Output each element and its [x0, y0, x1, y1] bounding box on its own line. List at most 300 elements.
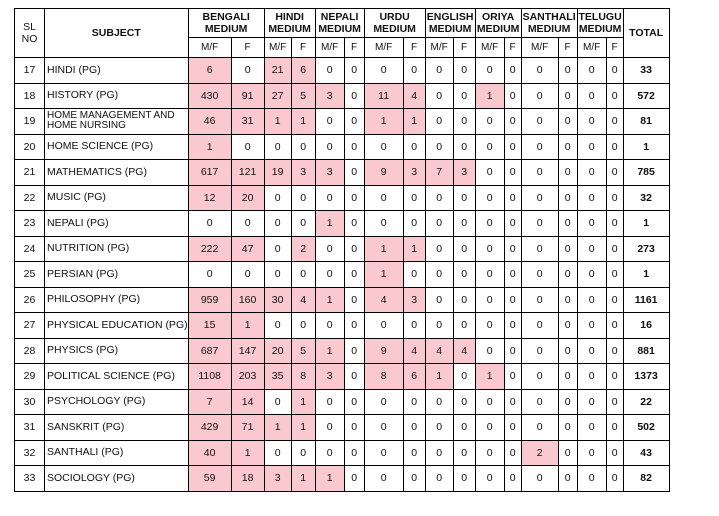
value-cell: 31 — [231, 109, 264, 135]
table-row — [15, 440, 670, 466]
value-cell: 0 — [264, 389, 291, 415]
value-cell: 0 — [364, 185, 403, 211]
header-santhali-medium: SANTHALI MEDIUM — [521, 9, 577, 38]
value-cell: 0 — [504, 364, 521, 390]
subject-cell: PERSIAN (PG) — [45, 262, 189, 288]
value-cell: 0 — [558, 287, 577, 313]
value-cell: 1 — [291, 415, 315, 441]
value-cell: 1 — [425, 364, 453, 390]
value-cell: 0 — [504, 440, 521, 466]
value-cell: 0 — [344, 262, 364, 288]
table-row — [15, 185, 670, 211]
value-cell: 21 — [264, 58, 291, 84]
total-cell: 1161 — [623, 287, 669, 313]
value-cell: 0 — [344, 160, 364, 186]
value-cell: 0 — [315, 109, 344, 135]
value-cell: 0 — [504, 389, 521, 415]
header-urdu-medium: URDU MEDIUM — [364, 9, 425, 38]
value-cell: 0 — [231, 134, 264, 160]
value-cell: 4 — [403, 83, 425, 109]
value-cell: 0 — [606, 83, 623, 109]
sl-no-cell: 29 — [15, 364, 45, 390]
value-cell: 0 — [425, 134, 453, 160]
value-cell: 0 — [504, 287, 521, 313]
value-cell: 0 — [521, 236, 558, 262]
header-mf-col: M/F — [475, 38, 504, 58]
value-cell: 0 — [364, 440, 403, 466]
value-cell: 46 — [188, 109, 231, 135]
value-cell: 91 — [231, 83, 264, 109]
value-cell: 0 — [264, 134, 291, 160]
value-cell: 0 — [291, 211, 315, 237]
value-cell: 0 — [315, 440, 344, 466]
value-cell: 0 — [453, 287, 475, 313]
value-cell: 0 — [475, 415, 504, 441]
value-cell: 0 — [558, 83, 577, 109]
value-cell: 0 — [475, 262, 504, 288]
value-cell: 0 — [558, 134, 577, 160]
value-cell: 0 — [475, 58, 504, 84]
value-cell: 0 — [364, 389, 403, 415]
value-cell: 0 — [504, 415, 521, 441]
value-cell: 0 — [344, 466, 364, 492]
value-cell: 0 — [344, 134, 364, 160]
value-cell: 429 — [188, 415, 231, 441]
value-cell: 0 — [558, 211, 577, 237]
value-cell: 0 — [606, 338, 623, 364]
value-cell: 0 — [558, 466, 577, 492]
header-mf-col: M/F — [264, 38, 291, 58]
value-cell: 0 — [403, 211, 425, 237]
value-cell: 0 — [504, 160, 521, 186]
sl-no-cell: 25 — [15, 262, 45, 288]
value-cell: 0 — [453, 262, 475, 288]
value-cell: 0 — [403, 313, 425, 339]
value-cell: 0 — [606, 185, 623, 211]
value-cell: 0 — [558, 58, 577, 84]
value-cell: 3 — [315, 83, 344, 109]
value-cell: 0 — [291, 262, 315, 288]
table-row — [15, 389, 670, 415]
value-cell: 30 — [264, 287, 291, 313]
value-cell: 0 — [425, 83, 453, 109]
value-cell: 0 — [425, 211, 453, 237]
value-cell: 0 — [453, 440, 475, 466]
value-cell: 18 — [231, 466, 264, 492]
value-cell: 0 — [521, 262, 558, 288]
value-cell: 0 — [558, 236, 577, 262]
value-cell: 0 — [606, 109, 623, 135]
table-row — [15, 262, 670, 288]
value-cell: 20 — [264, 338, 291, 364]
value-cell: 2 — [291, 236, 315, 262]
sl-no-cell: 20 — [15, 134, 45, 160]
value-cell: 0 — [475, 211, 504, 237]
sl-no-cell: 28 — [15, 338, 45, 364]
value-cell: 617 — [188, 160, 231, 186]
value-cell: 0 — [577, 185, 606, 211]
sl-no-cell: 19 — [15, 109, 45, 135]
value-cell: 0 — [521, 466, 558, 492]
table-row — [15, 211, 670, 237]
value-cell: 0 — [521, 185, 558, 211]
value-cell: 0 — [606, 466, 623, 492]
header-subject: SUBJECT — [45, 9, 189, 58]
value-cell: 0 — [521, 211, 558, 237]
value-cell: 40 — [188, 440, 231, 466]
value-cell: 0 — [577, 287, 606, 313]
value-cell: 0 — [504, 211, 521, 237]
value-cell: 0 — [315, 185, 344, 211]
value-cell: 3 — [264, 466, 291, 492]
value-cell: 0 — [521, 109, 558, 135]
subject-cell: HOME SCIENCE (PG) — [45, 134, 189, 160]
total-cell: 1 — [623, 211, 669, 237]
subject-cell: MUSIC (PG) — [45, 185, 189, 211]
header-f-col: F — [231, 38, 264, 58]
value-cell: 0 — [344, 415, 364, 441]
value-cell: 0 — [291, 313, 315, 339]
subject-cell: SANSKRIT (PG) — [45, 415, 189, 441]
value-cell: 0 — [475, 236, 504, 262]
sl-no-cell: 23 — [15, 211, 45, 237]
header-f-col: F — [453, 38, 475, 58]
subject-cell: SOCIOLOGY (PG) — [45, 466, 189, 492]
value-cell: 1 — [315, 466, 344, 492]
value-cell: 0 — [291, 134, 315, 160]
value-cell: 0 — [606, 313, 623, 339]
value-cell: 0 — [231, 262, 264, 288]
value-cell: 4 — [425, 338, 453, 364]
value-cell: 1 — [475, 364, 504, 390]
value-cell: 0 — [425, 58, 453, 84]
value-cell: 203 — [231, 364, 264, 390]
value-cell: 15 — [188, 313, 231, 339]
value-cell: 5 — [291, 83, 315, 109]
value-cell: 47 — [231, 236, 264, 262]
value-cell: 0 — [364, 466, 403, 492]
value-cell: 0 — [453, 415, 475, 441]
value-cell: 0 — [577, 83, 606, 109]
value-cell: 1 — [403, 109, 425, 135]
table-row — [15, 338, 670, 364]
value-cell: 0 — [315, 415, 344, 441]
value-cell: 0 — [577, 211, 606, 237]
value-cell: 0 — [558, 364, 577, 390]
value-cell: 0 — [425, 262, 453, 288]
value-cell: 0 — [188, 211, 231, 237]
value-cell: 0 — [453, 313, 475, 339]
value-cell: 0 — [453, 134, 475, 160]
value-cell: 0 — [606, 236, 623, 262]
total-cell: 273 — [623, 236, 669, 262]
value-cell: 4 — [364, 287, 403, 313]
subject-cell: NEPALI (PG) — [45, 211, 189, 237]
value-cell: 0 — [558, 160, 577, 186]
value-cell: 0 — [577, 389, 606, 415]
value-cell: 1 — [188, 134, 231, 160]
value-cell: 0 — [264, 236, 291, 262]
value-cell: 0 — [425, 466, 453, 492]
value-cell: 0 — [344, 58, 364, 84]
value-cell: 0 — [475, 134, 504, 160]
header-mf-col: M/F — [521, 38, 558, 58]
header-row-mediums — [15, 9, 670, 38]
total-cell: 1 — [623, 134, 669, 160]
value-cell: 0 — [344, 236, 364, 262]
value-cell: 0 — [425, 313, 453, 339]
value-cell: 2 — [521, 440, 558, 466]
value-cell: 0 — [504, 83, 521, 109]
value-cell: 0 — [403, 415, 425, 441]
value-cell: 959 — [188, 287, 231, 313]
header-total: TOTAL — [623, 9, 669, 58]
value-cell: 0 — [521, 58, 558, 84]
value-cell: 0 — [521, 364, 558, 390]
total-cell: 32 — [623, 185, 669, 211]
value-cell: 0 — [577, 338, 606, 364]
value-cell: 3 — [403, 287, 425, 313]
value-cell: 3 — [315, 364, 344, 390]
table-body — [15, 58, 670, 492]
value-cell: 0 — [521, 389, 558, 415]
value-cell: 0 — [264, 440, 291, 466]
header-mf-col: M/F — [315, 38, 344, 58]
value-cell: 0 — [558, 338, 577, 364]
header-f-col: F — [344, 38, 364, 58]
total-cell: 1 — [623, 262, 669, 288]
value-cell: 9 — [364, 338, 403, 364]
header-f-col: F — [291, 38, 315, 58]
value-cell: 1 — [475, 83, 504, 109]
value-cell: 0 — [264, 262, 291, 288]
value-cell: 0 — [291, 185, 315, 211]
value-cell: 0 — [521, 338, 558, 364]
value-cell: 0 — [344, 287, 364, 313]
value-cell: 0 — [606, 262, 623, 288]
value-cell: 0 — [344, 211, 364, 237]
table-row — [15, 287, 670, 313]
value-cell: 0 — [364, 313, 403, 339]
value-cell: 3 — [315, 160, 344, 186]
value-cell: 0 — [558, 185, 577, 211]
table-row — [15, 83, 670, 109]
header-english-medium: ENGLISH MEDIUM — [425, 9, 475, 38]
value-cell: 0 — [264, 211, 291, 237]
sl-no-cell: 30 — [15, 389, 45, 415]
value-cell: 1 — [264, 109, 291, 135]
sl-no-cell: 17 — [15, 58, 45, 84]
enrollment-table-wrapper — [14, 8, 670, 492]
value-cell: 4 — [291, 287, 315, 313]
total-cell: 81 — [623, 109, 669, 135]
table-row — [15, 415, 670, 441]
subject-cell: PHYSICS (PG) — [45, 338, 189, 364]
total-cell: 22 — [623, 389, 669, 415]
total-cell: 881 — [623, 338, 669, 364]
value-cell: 0 — [403, 58, 425, 84]
total-cell: 572 — [623, 83, 669, 109]
value-cell: 8 — [291, 364, 315, 390]
sl-no-cell: 22 — [15, 185, 45, 211]
value-cell: 0 — [558, 109, 577, 135]
table-row — [15, 134, 670, 160]
value-cell: 0 — [558, 262, 577, 288]
value-cell: 0 — [504, 313, 521, 339]
value-cell: 0 — [344, 313, 364, 339]
value-cell: 8 — [364, 364, 403, 390]
header-f-col: F — [606, 38, 623, 58]
table-row — [15, 109, 670, 135]
value-cell: 1 — [291, 109, 315, 135]
value-cell: 20 — [231, 185, 264, 211]
value-cell: 0 — [558, 389, 577, 415]
subject-cell: MATHEMATICS (PG) — [45, 160, 189, 186]
value-cell: 0 — [577, 364, 606, 390]
value-cell: 9 — [364, 160, 403, 186]
value-cell: 0 — [521, 313, 558, 339]
value-cell: 0 — [364, 58, 403, 84]
total-cell: 502 — [623, 415, 669, 441]
header-mf-col: M/F — [425, 38, 453, 58]
value-cell: 3 — [291, 160, 315, 186]
sl-no-cell: 26 — [15, 287, 45, 313]
value-cell: 0 — [475, 338, 504, 364]
sl-no-cell: 27 — [15, 313, 45, 339]
header-bengali-medium: BENGALI MEDIUM — [188, 9, 264, 38]
header-mf-col: M/F — [577, 38, 606, 58]
header-f-col: F — [558, 38, 577, 58]
value-cell: 0 — [364, 415, 403, 441]
value-cell: 0 — [364, 211, 403, 237]
header-telugu-medium: TELUGU MEDIUM — [577, 9, 623, 38]
total-cell: 43 — [623, 440, 669, 466]
value-cell: 0 — [315, 313, 344, 339]
value-cell: 0 — [315, 134, 344, 160]
subject-cell: PSYCHOLOGY (PG) — [45, 389, 189, 415]
value-cell: 1 — [403, 236, 425, 262]
value-cell: 0 — [577, 313, 606, 339]
value-cell: 687 — [188, 338, 231, 364]
value-cell: 1 — [364, 236, 403, 262]
value-cell: 0 — [606, 364, 623, 390]
value-cell: 11 — [364, 83, 403, 109]
value-cell: 0 — [521, 83, 558, 109]
value-cell: 1 — [264, 415, 291, 441]
value-cell: 4 — [453, 338, 475, 364]
value-cell: 59 — [188, 466, 231, 492]
value-cell: 0 — [475, 389, 504, 415]
value-cell: 1 — [231, 440, 264, 466]
value-cell: 0 — [291, 440, 315, 466]
subject-cell: PHILOSOPHY (PG) — [45, 287, 189, 313]
value-cell: 14 — [231, 389, 264, 415]
value-cell: 0 — [403, 185, 425, 211]
value-cell: 0 — [403, 389, 425, 415]
value-cell: 0 — [453, 236, 475, 262]
value-cell: 0 — [425, 389, 453, 415]
value-cell: 1108 — [188, 364, 231, 390]
value-cell: 0 — [504, 338, 521, 364]
value-cell: 222 — [188, 236, 231, 262]
table-row — [15, 466, 670, 492]
value-cell: 0 — [344, 440, 364, 466]
value-cell: 19 — [264, 160, 291, 186]
value-cell: 1 — [315, 338, 344, 364]
value-cell: 0 — [344, 185, 364, 211]
value-cell: 0 — [577, 58, 606, 84]
value-cell: 35 — [264, 364, 291, 390]
value-cell: 0 — [453, 109, 475, 135]
value-cell: 0 — [606, 211, 623, 237]
value-cell: 1 — [291, 466, 315, 492]
value-cell: 0 — [475, 466, 504, 492]
value-cell: 0 — [231, 211, 264, 237]
value-cell: 0 — [475, 109, 504, 135]
value-cell: 3 — [403, 160, 425, 186]
value-cell: 0 — [558, 313, 577, 339]
sl-no-cell: 24 — [15, 236, 45, 262]
value-cell: 0 — [521, 134, 558, 160]
header-mf-col: M/F — [364, 38, 403, 58]
value-cell: 5 — [291, 338, 315, 364]
value-cell: 0 — [504, 262, 521, 288]
value-cell: 0 — [403, 134, 425, 160]
table-row — [15, 236, 670, 262]
value-cell: 0 — [425, 415, 453, 441]
value-cell: 0 — [504, 134, 521, 160]
value-cell: 0 — [504, 58, 521, 84]
value-cell: 3 — [453, 160, 475, 186]
subject-cell: SANTHALI (PG) — [45, 440, 189, 466]
sl-no-cell: 18 — [15, 83, 45, 109]
value-cell: 0 — [403, 262, 425, 288]
enrollment-table — [14, 8, 670, 492]
value-cell: 0 — [315, 236, 344, 262]
sl-no-cell: 32 — [15, 440, 45, 466]
sl-no-cell: 21 — [15, 160, 45, 186]
value-cell: 0 — [504, 466, 521, 492]
header-sl-no: SL NO — [15, 9, 45, 58]
value-cell: 0 — [264, 185, 291, 211]
value-cell: 0 — [577, 440, 606, 466]
total-cell: 1373 — [623, 364, 669, 390]
subject-cell: HOME MANAGEMENT AND HOME NURSING — [45, 109, 189, 135]
value-cell: 0 — [606, 389, 623, 415]
value-cell: 0 — [344, 109, 364, 135]
subject-cell: HISTORY (PG) — [45, 83, 189, 109]
value-cell: 1 — [315, 287, 344, 313]
subject-cell: POLITICAL SCIENCE (PG) — [45, 364, 189, 390]
value-cell: 0 — [606, 415, 623, 441]
value-cell: 0 — [475, 440, 504, 466]
value-cell: 0 — [606, 58, 623, 84]
value-cell: 0 — [453, 185, 475, 211]
value-cell: 1 — [364, 262, 403, 288]
value-cell: 0 — [606, 440, 623, 466]
sl-no-cell: 33 — [15, 466, 45, 492]
value-cell: 0 — [453, 466, 475, 492]
value-cell: 0 — [577, 262, 606, 288]
value-cell: 0 — [315, 389, 344, 415]
value-cell: 0 — [577, 134, 606, 160]
value-cell: 1 — [315, 211, 344, 237]
header-hindi-medium: HINDI MEDIUM — [264, 9, 315, 38]
value-cell: 0 — [475, 160, 504, 186]
value-cell: 0 — [344, 83, 364, 109]
header-f-col: F — [403, 38, 425, 58]
value-cell: 0 — [425, 109, 453, 135]
